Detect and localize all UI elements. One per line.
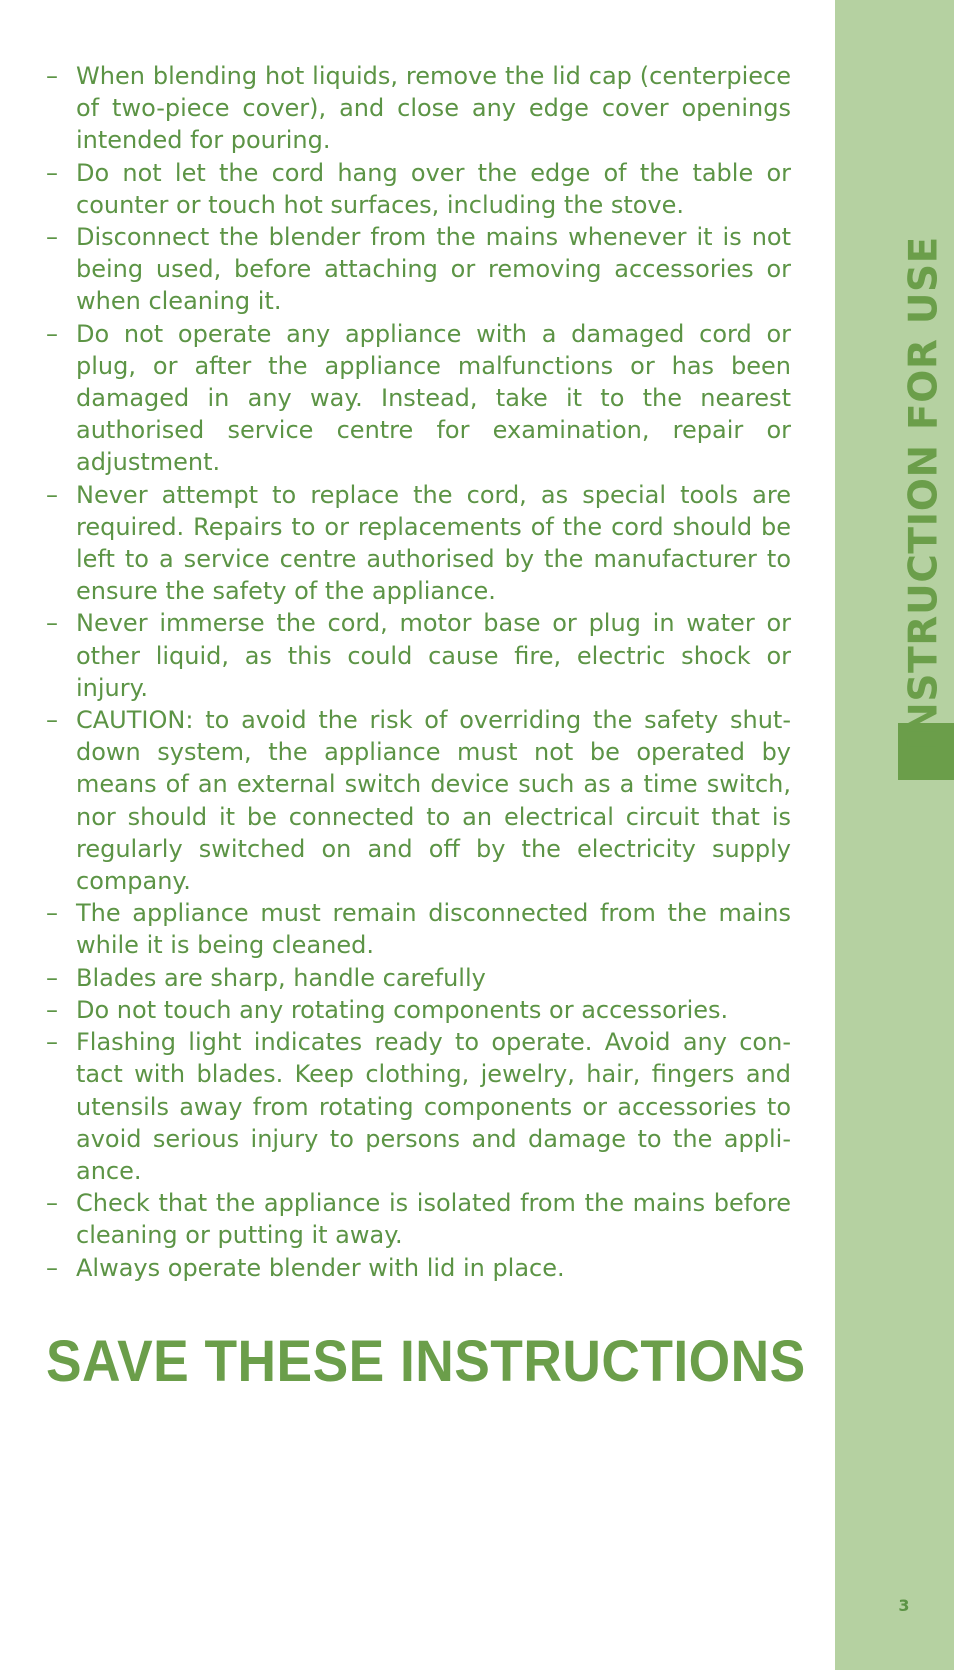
instruction-text: When blending hot liquids, remove the lid cap (centerpiece of two-piece cover), and close any edge cover openings intended for pouring. bbox=[76, 62, 791, 155]
instruction-text: Do not operate any appliance with a damaged cord or plug, or after the appliance malfunctions or has been damaged in any way. Instead, take it to the nearest authorised service centre for examination, repair or adjustment. bbox=[76, 319, 791, 477]
list-item bbox=[46, 1252, 791, 1284]
list-dash: – bbox=[46, 1028, 58, 1057]
instruction-text: Do not let the cord hang over the edge of the table or counter or touch hot surfaces, including the stove. bbox=[76, 158, 791, 219]
list-item bbox=[46, 897, 791, 961]
page-number: 3 bbox=[898, 1596, 910, 1615]
instruction-text: Check that the appliance is isolated from the mains before cleaning or putting it away. bbox=[76, 1189, 791, 1250]
list-dash: – bbox=[46, 62, 58, 90]
page-content bbox=[46, 60, 806, 1398]
safety-instructions-list bbox=[46, 60, 791, 1284]
list-dash: – bbox=[46, 319, 58, 348]
instruction-text: The appliance must remain disconnected from the mains while it is being cleaned. bbox=[76, 899, 791, 960]
list-dash: – bbox=[46, 158, 58, 187]
list-item bbox=[46, 221, 791, 318]
list-item bbox=[46, 60, 791, 157]
list-item bbox=[46, 318, 791, 479]
list-dash: – bbox=[46, 963, 58, 992]
instruction-text: Never immerse the cord, motor base or plug in water or other liquid, as this could cause fire, electric shock or injury. bbox=[76, 609, 791, 702]
list-dash: – bbox=[46, 480, 58, 509]
instruction-text: Never attempt to replace the cord, as special tools are required. Repairs to or replacements of the cord should be left to a service centre authorised by the manufacturer to ensure the safety of the appliance. bbox=[76, 480, 791, 606]
list-dash: – bbox=[46, 1189, 58, 1218]
list-dash: – bbox=[46, 995, 58, 1024]
list-item bbox=[46, 962, 791, 994]
list-dash: – bbox=[46, 1253, 58, 1282]
list-dash: – bbox=[46, 706, 58, 735]
list-item bbox=[46, 1187, 791, 1251]
instruction-text: Flashing light indicates ready to operate. Avoid any contact with blades. Keep clothing, jewelry, hair, fingers and utensils away from rotating components or accessories to avoid serious injury to persons and damage to the appliance. bbox=[76, 1028, 791, 1185]
list-dash: – bbox=[46, 609, 58, 638]
instruction-text: Blades are sharp, handle carefully bbox=[76, 963, 486, 992]
instruction-text: CAUTION: to avoid the risk of overriding the safety shutdown system, the appliance must not be operated by means of an external switch device such as a time switch, nor should it be connected to an electrical circuit that is regularly switched on and off by the electricity supply company. bbox=[76, 706, 791, 896]
instruction-text: Do not touch any rotating components or accessories. bbox=[76, 995, 729, 1024]
list-item bbox=[46, 607, 791, 704]
save-instructions-heading: SAVE THESE INSTRUCTIONS bbox=[46, 1328, 806, 1394]
list-item bbox=[46, 994, 791, 1026]
list-item bbox=[46, 1026, 791, 1187]
list-item bbox=[46, 479, 791, 608]
list-item bbox=[46, 704, 791, 897]
instruction-text: Always operate blender with lid in place. bbox=[76, 1253, 565, 1282]
list-dash: – bbox=[46, 223, 58, 252]
list-item bbox=[46, 157, 791, 221]
instruction-text: Disconnect the blender from the mains whenever it is not being used, before attaching or removing accessories or when cleaning it. bbox=[76, 223, 791, 316]
section-title: INSTRUCTION FOR USE bbox=[901, 236, 947, 750]
list-dash: – bbox=[46, 899, 58, 928]
